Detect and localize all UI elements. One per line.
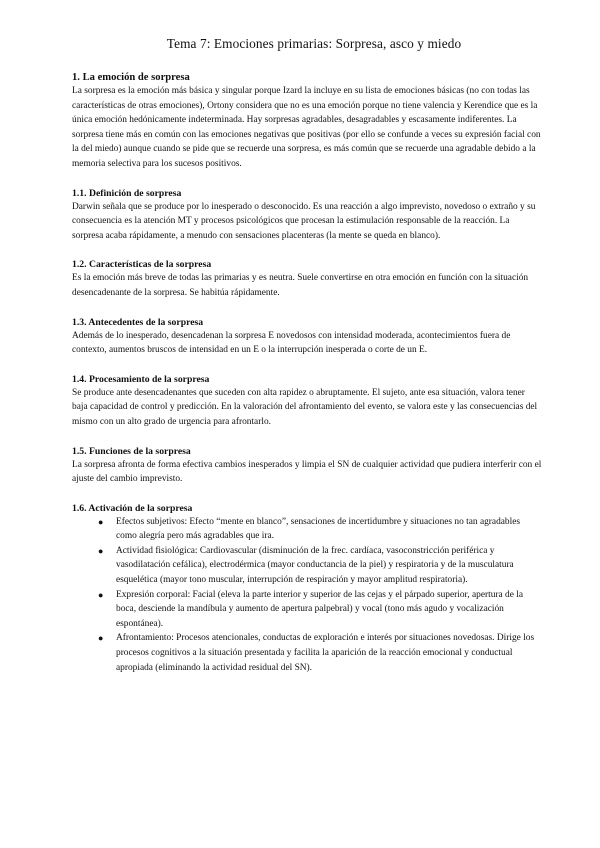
subsection-antecedentes <box>72 317 542 358</box>
subsection-paragraph: Es la emoción más breve de todas las primarias y es neutra. Suele convertirse en otra emoción en función con la situación desencadenante de la sorpresa. Se habitúa rápidamente. <box>72 273 529 298</box>
subsection-heading: 1.4. Procesamiento de la sorpresa <box>72 373 210 385</box>
section-heading: 1. La emoción de sorpresa <box>72 72 190 83</box>
subsection-procesamiento <box>72 374 542 430</box>
list-item <box>98 631 542 675</box>
list-item-text: Expresión corporal: Facial (eleva la parte interior y superior de las cejas y el párpado superior, apertura de la boca, desciende la mandíbula y aumento de apertura palpebral) y vocal (tono más agudo y vocalización espontánea). <box>116 589 524 629</box>
subsection-paragraph: La sorpresa afronta de forma efectiva cambios inesperados y limpia el SN de cualquier actividad que pudiera interferir con el ajuste del cambio imprevisto. <box>72 459 542 485</box>
subsection-heading: 1.6. Activación de la sorpresa <box>72 502 193 514</box>
subsection-heading: 1.5. Funciones de la sorpresa <box>72 445 191 457</box>
subsection-paragraph: Se produce ante desencadenantes que suceden con alta rapidez o abruptamente. El sujeto, ante esa situación, valora tener baja capacidad de control y predicción. En la valoración del afrontamiento del evento, se valora este y las consecuencias del mismo con un alto grado de urgencia para afrontarlo. <box>72 387 538 427</box>
bullet-list <box>72 515 542 676</box>
section-sorpresa <box>72 72 542 172</box>
list-item-text: Afrontamiento: Procesos atencionales, conductas de exploración e interés por situaciones novedosas. Dirige los procesos cognitivos a la situación presentada y facilita la aparición de la reacción emocional y conductual apropiada (eliminando la actividad residual del SN). <box>116 633 535 673</box>
list-item <box>98 515 542 544</box>
subsection-caracteristicas <box>72 259 542 300</box>
subsection-heading: 1.3. Antecedentes de la sorpresa <box>72 316 204 328</box>
list-item <box>98 544 542 588</box>
list-item <box>98 588 542 632</box>
subsection-paragraph: Además de lo inesperado, desencadenan la sorpresa E novedosos con intensidad moderada, acontecimientos fuera de contexto, aumentos bruscos de intensidad en un E o la interrupción inesperada o corte de un E. <box>72 330 511 356</box>
subsection-paragraph: Darwin señala que se produce por lo inesperado o desconocido. Es una reacción a algo imprevisto, novedoso o extraño y su consecuencia es la atención MT y procesos psicológicos que procesan la estimulación responsable de la reacción. La sorpresa acaba rápidamente, a menudo con sensaciones placenteras (la mente se queda en blanco). <box>72 201 536 241</box>
bullet-icon: ● <box>98 516 104 527</box>
list-item-text: Efectos subjetivos: Efecto “mente en blanco”, sensaciones de incertidumbre y situaciones no tan agradables como alegría pero más agradables que ira. <box>116 516 521 542</box>
subsection-funciones <box>72 446 542 487</box>
page-title: Tema 7: Emociones primarias: Sorpresa, asco y miedo <box>166 36 462 51</box>
section-paragraph: La sorpresa es la emoción más básica y singular porque Izard la incluye en su lista de emociones básicas (no con todas las características de otras emociones), Ortony considera que no es una emoción porque no tiene valencia y Kerendice que es la única emoción hedónicamente indeterminada. Hay sorpresas agradables, desagradables y escasamente indiferentes. La sorpresa tiene más en común con las emociones negativas que positivas (por ello se confunde a veces su expresión facial con la del miedo) aunque cuando se pide que se recuerde una sorpresa, es más común que se recuerde una agradable debido a la memoria selectiva para los sucesos positivos. <box>72 86 541 169</box>
subsection-heading: 1.1. Definición de sorpresa <box>72 187 182 199</box>
bullet-icon: ● <box>98 545 104 556</box>
subsection-heading: 1.2. Características de la sorpresa <box>72 259 212 271</box>
subsection-definicion <box>72 188 542 244</box>
bullet-icon: ● <box>98 589 104 600</box>
bullet-icon: ● <box>98 633 104 644</box>
list-item-text: Actividad fisiológica: Cardiovascular (disminución de la frec. cardíaca, vasoconstricción periférica y vasodilatación cefálica), electrodérmica (mayor conductancia de la piel) y respiratoria y de la musculatura esquelética (mayor tono muscular, interrupción de respiración y mayor amplitud respiratoria). <box>116 545 514 586</box>
subsection-activacion <box>72 503 542 676</box>
